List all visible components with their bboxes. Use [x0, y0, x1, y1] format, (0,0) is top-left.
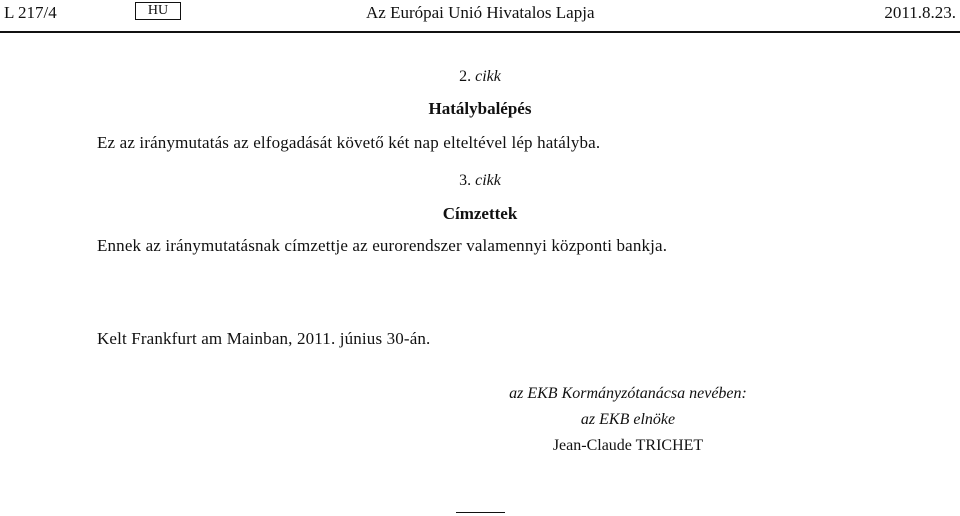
article-2-num: 2.	[459, 68, 472, 85]
article-3-text: Ennek az iránymutatásnak címzettje az eurorendszer valamennyi központi bankja.	[97, 236, 668, 255]
page-reference: L 217/4	[4, 3, 57, 22]
article-2-number	[0, 67, 960, 87]
article-3-cikk: cikk	[475, 172, 501, 189]
signature-role: az EKB elnöke	[580, 411, 676, 428]
place-and-date: Kelt Frankfurt am Mainban, 2011. június 30-án.	[97, 329, 431, 348]
signature-on-behalf: az EKB Kormányzótanácsa nevében:	[509, 385, 747, 402]
article-3-heading: Címzettek	[442, 204, 518, 223]
header-divider	[0, 31, 960, 33]
language-badge: HU	[135, 2, 181, 20]
signatory-name: Jean-Claude TRICHET	[552, 437, 704, 454]
article-3-num: 3.	[459, 172, 472, 189]
article-3-number	[0, 171, 960, 191]
article-2-cikk: cikk	[475, 68, 501, 85]
publication-date: 2011.8.23.	[884, 3, 956, 22]
footnote-divider	[456, 512, 505, 513]
journal-title: Az Európai Unió Hivatalos Lapja	[366, 3, 595, 22]
article-2-heading: Hatálybalépés	[428, 99, 532, 118]
article-2-text: Ez az iránymutatás az elfogadását követő két nap elteltével lép hatályba.	[97, 133, 601, 152]
